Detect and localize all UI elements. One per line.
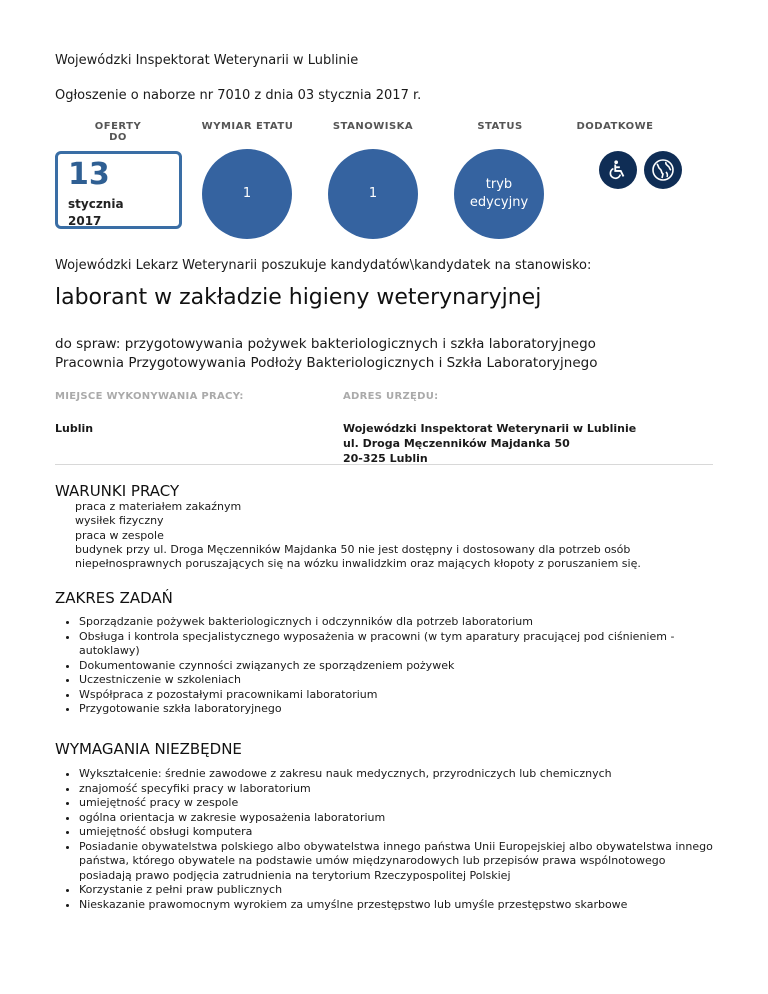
globe-icon	[644, 151, 682, 189]
list-item: • Posiadanie obywatelstwa polskiego albo obywatelstwa innego państwa Unii Europejskiej albo obywatelstwa innego państwa, którego obywatele na podstawie umów międzynarodowych lub przepisów prawa wspólnotowego posiadają prawo podjęcia zatrudnienia na terytorium Rzeczypospolitej Polskiej	[79, 840, 715, 884]
list-item: • Wykształcenie: średnie zawodowe z zakresu nauk medycznych, przyrodniczych lub chemicznych	[79, 767, 715, 782]
list-item: • Nieskazanie prawomocnym wyrokiem za umyślne przestępstwo lub umyśle przestępstwo skarbowe	[79, 898, 715, 913]
deadline-box	[55, 151, 182, 229]
job-description	[55, 335, 597, 373]
place-value: Lublin	[55, 422, 94, 435]
warunki-title: WARUNKI PRACY	[55, 482, 180, 500]
zakres-list	[55, 615, 715, 717]
stanowiska-value: 1	[368, 186, 378, 201]
col-head-oferty-do: OFERTY DO	[94, 121, 142, 143]
wymagania-list	[55, 767, 715, 912]
list-item: • Sporządzanie pożywek bakteriologicznych i odczynników dla potrzeb laboratorium	[79, 615, 715, 630]
address-line: 20-325 Lublin	[343, 452, 428, 465]
col-head-status: STATUS	[477, 121, 523, 132]
status-value: tryb edycyjny	[469, 177, 529, 210]
list-item: • umiejętność pracy w zespole	[79, 796, 715, 811]
list-item: • Współpraca z pozostałymi pracownikami laboratorium	[79, 688, 715, 703]
intro-text: Wojewódzki Lekarz Weterynarii poszukuje kandydatów\kandydatek na stanowisko:	[55, 258, 592, 273]
department-text: Pracownia Przygotowywania Podłoży Bakteriologicznych i Szkła Laboratoryjnego	[55, 355, 598, 371]
stanowiska-badge	[328, 149, 418, 239]
wheelchair-icon	[599, 151, 637, 189]
warunki-list	[75, 500, 715, 571]
list-item: • znajomość specyfiki pracy w laboratorium	[79, 782, 715, 797]
address-label: ADRES URZĘDU:	[343, 391, 439, 402]
address-line: ul. Droga Męczenników Majdanka 50	[343, 437, 570, 450]
deadline-month: stycznia	[68, 197, 124, 211]
deadline-day: 13	[68, 157, 110, 192]
list-item: • umiejętność obsługi komputera	[79, 825, 715, 840]
list-item: praca z materiałem zakaźnym	[75, 500, 242, 513]
wymiar-etatu-value: 1	[242, 186, 252, 201]
address-line: Wojewódzki Inspektorat Weterynarii w Lublinie	[343, 422, 637, 435]
deadline-month-year	[68, 196, 124, 230]
deadline-year: 2017	[68, 214, 102, 228]
address-value	[343, 421, 636, 466]
col-head-wymiar-etatu: WYMIAR ETATU	[201, 121, 294, 132]
list-item: • Uczestniczenie w szkoleniach	[79, 673, 715, 688]
wymiar-etatu-badge	[202, 149, 292, 239]
list-item: • Dokumentowanie czynności związanych ze sporządzeniem pożywek	[79, 659, 715, 674]
list-item: • Obsługa i kontrola specjalistycznego wyposażenia w pracowni (w tym aparatury pracującej pod ciśnieniem - autoklawy)	[79, 630, 715, 659]
announcement-number: Ogłoszenie o naborze nr 7010 z dnia 03 stycznia 2017 r.	[55, 88, 422, 103]
list-item: wysiłek fizyczny	[75, 514, 164, 528]
list-item: • Korzystanie z pełni praw publicznych	[79, 883, 715, 898]
section-divider	[55, 464, 713, 465]
list-item: • ogólna orientacja w zakresie wyposażenia laboratorium	[79, 811, 715, 826]
zakres-title: ZAKRES ZADAŃ	[55, 589, 173, 607]
col-head-dodatkowe: DODATKOWE	[576, 121, 654, 132]
do-spraw-text: do spraw: przygotowywania pożywek bakteriologicznych i szkła laboratoryjnego	[55, 336, 596, 352]
job-title: laborant w zakładzie higieny weterynaryjnej	[55, 285, 542, 310]
list-item: • Przygotowanie szkła laboratoryjnego	[79, 702, 715, 717]
col-head-stanowiska: STANOWISKA	[332, 121, 414, 132]
status-badge	[454, 149, 544, 239]
institution-name: Wojewódzki Inspektorat Weterynarii w Lublinie	[55, 53, 359, 68]
place-label: MIEJSCE WYKONYWANIA PRACY:	[55, 391, 244, 402]
list-item: budynek przy ul. Droga Męczenników Majdanka 50 nie jest dostępny i dostosowany dla potrzeb osób niepełnosprawnych poruszających się na wózku inwalidzkim oraz mających kłopoty z poruszaniem się.	[75, 542, 641, 571]
wymagania-title: WYMAGANIA NIEZBĘDNE	[55, 740, 242, 758]
list-item: praca w zespole	[75, 528, 164, 542]
